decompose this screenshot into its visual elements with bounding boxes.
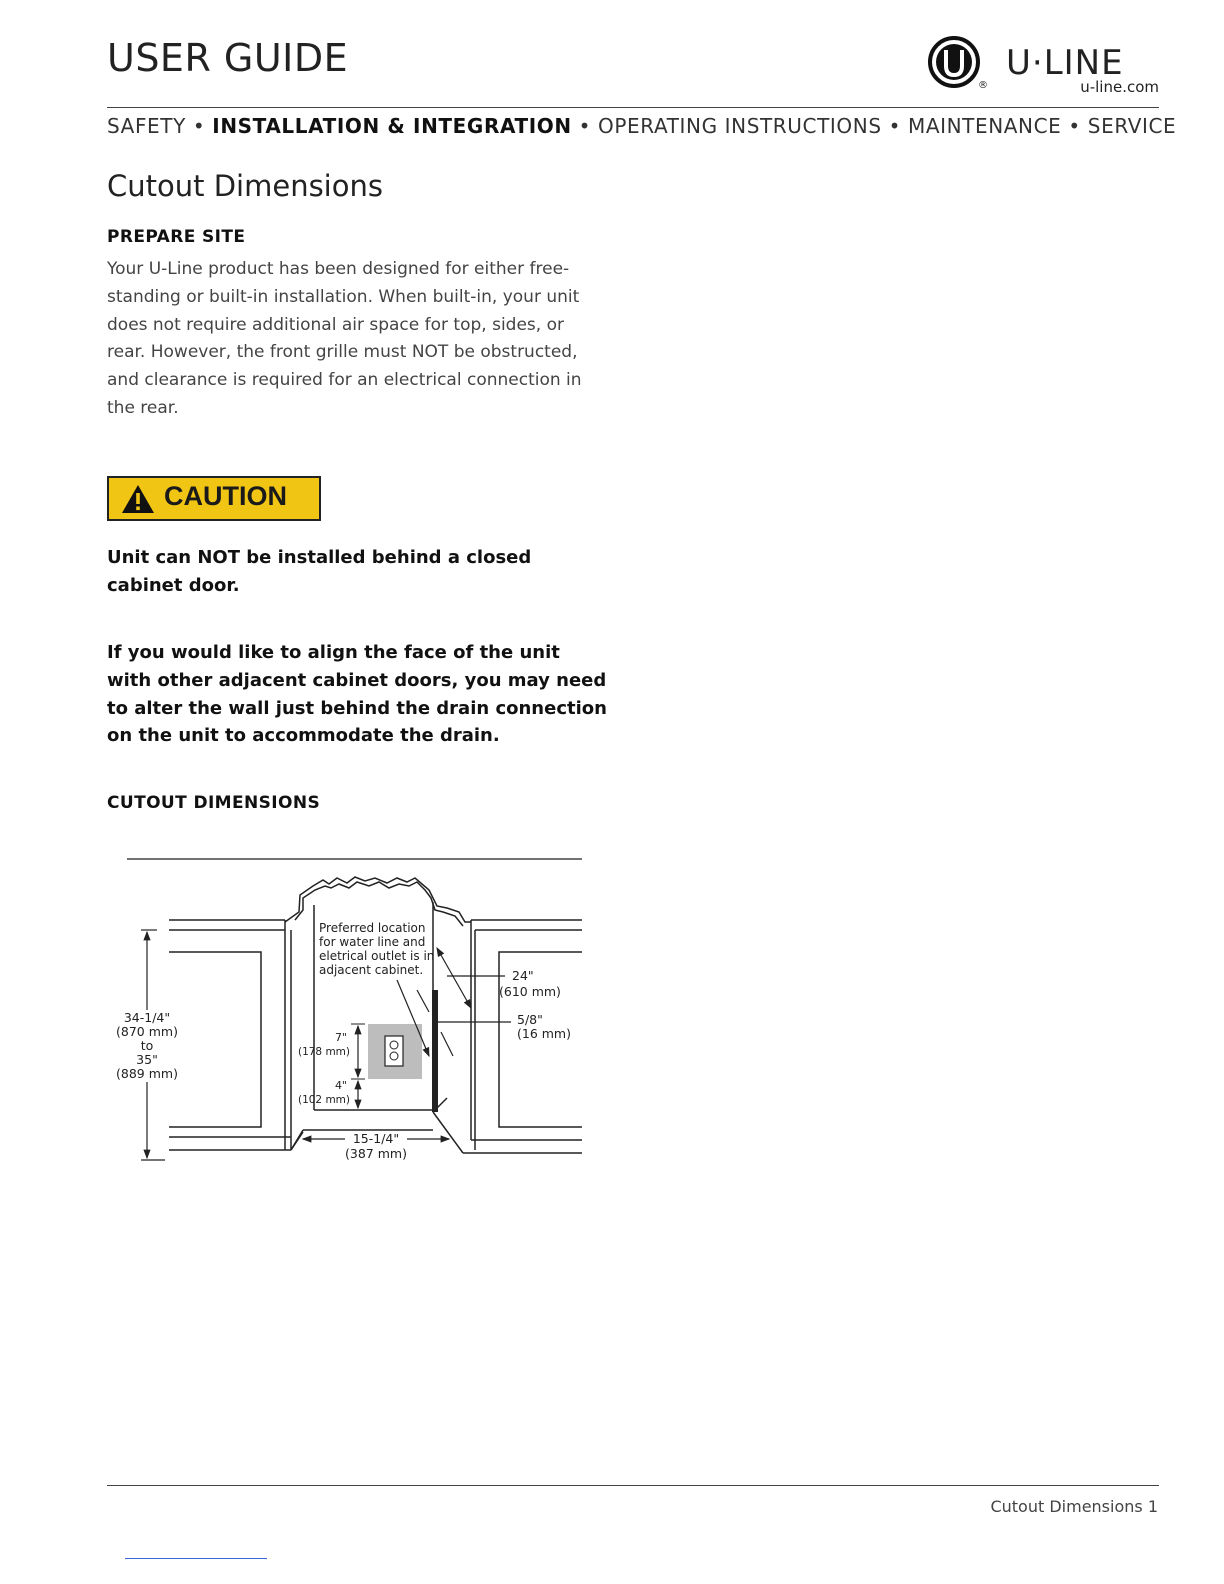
cutout-dimensions-diagram	[107, 850, 587, 1170]
height-label: to	[140, 1038, 154, 1053]
document-title: USER GUIDE	[107, 36, 349, 80]
nav-item-maintenance[interactable]: MAINTENANCE	[907, 114, 1062, 138]
height-label: (870 mm)	[116, 1024, 178, 1039]
depth-label: (610 mm)	[499, 984, 561, 999]
outlet-base-label: (102 mm)	[297, 1094, 350, 1106]
outlet-base-label: 4"	[334, 1079, 347, 1092]
height-label: 34-1/4"	[123, 1010, 171, 1025]
cutout-dimensions-heading: CUTOUT DIMENSIONS	[107, 793, 321, 813]
nav-item-service[interactable]: SERVICE	[1087, 114, 1177, 138]
cutout-opening	[285, 877, 471, 1153]
width-label: 15-1/4"	[352, 1131, 400, 1146]
caution-label: CAUTION	[164, 481, 287, 511]
height-label: 35"	[136, 1052, 158, 1067]
note-line: for water line and	[319, 935, 426, 949]
outlet-height-label: 7"	[334, 1031, 347, 1044]
brand-url: u-line.com	[1080, 78, 1159, 96]
nav-separator: •	[888, 114, 901, 138]
page-footer-label: Cutout Dimensions 1	[990, 1497, 1158, 1516]
offset-dimension	[437, 1012, 571, 1041]
warning-align-face: If you would like to align the face of the unit with other adjacent cabinet doors, you may need to alter the wall just behind the drain connection on the unit to accommodate the drain.	[107, 642, 607, 747]
link-underline	[125, 1558, 267, 1559]
nav-item-installation[interactable]: INSTALLATION & INTEGRATION	[212, 114, 572, 138]
nav-separator: •	[1068, 114, 1081, 138]
prepare-site-body: Your U-Line product has been designed for either free-standing or built-in installation. When built-in, your unit does not require additional air space for top, sides, or rear. However, the front grille must NOT be obstructed, and clearance is required for an electrical connection in the rear.	[107, 259, 582, 418]
nav-item-safety[interactable]: SAFETY	[107, 114, 186, 138]
note-line: eletrical outlet is in	[319, 949, 435, 963]
outlet-height-label: (178 mm)	[297, 1046, 350, 1058]
prepare-site-heading: PREPARE SITE	[107, 227, 246, 247]
width-dimension	[303, 1131, 449, 1161]
header-rule	[107, 107, 1159, 108]
caution-badge	[107, 476, 321, 521]
electrical-outlet-icon	[385, 1036, 403, 1066]
brand-wordmark: U·LINE	[1006, 43, 1124, 83]
nav-separator: •	[578, 114, 592, 138]
section-title: Cutout Dimensions	[107, 169, 383, 203]
offset-label: 5/8"	[517, 1012, 543, 1027]
preferred-location-note	[319, 921, 434, 977]
left-cabinet	[169, 920, 291, 1150]
side-panel	[432, 990, 438, 1112]
note-line: Preferred location	[319, 921, 426, 935]
warning-closed-door: Unit can NOT be installed behind a closed cabinet door.	[107, 547, 532, 596]
section-nav	[107, 114, 1176, 138]
width-label: (387 mm)	[345, 1146, 407, 1161]
outlet-base-dimension	[298, 1079, 358, 1108]
offset-label: (16 mm)	[517, 1026, 571, 1041]
warning-triangle-icon	[121, 484, 155, 514]
nav-item-operating[interactable]: OPERATING INSTRUCTIONS	[598, 114, 882, 138]
nav-separator: •	[192, 114, 206, 138]
height-dimension	[116, 930, 178, 1160]
depth-label: 24"	[512, 968, 534, 983]
registered-mark: ®	[978, 80, 988, 91]
outlet-height-dimension	[298, 1024, 365, 1079]
note-line: adjacent cabinet.	[319, 963, 424, 977]
footer-rule	[107, 1485, 1159, 1486]
height-label: (889 mm)	[116, 1066, 178, 1081]
